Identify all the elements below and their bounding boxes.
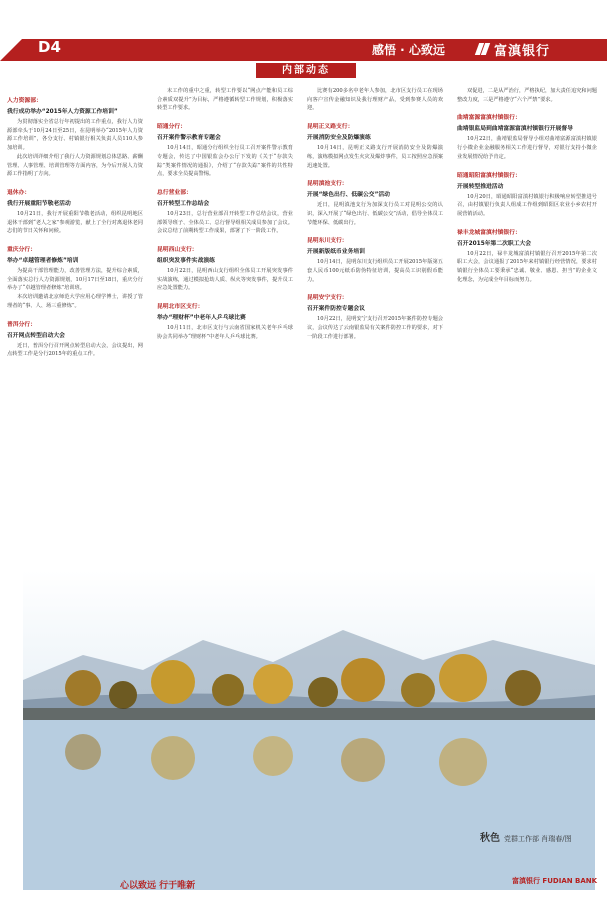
article-headline: 举办“理财杯”中老年人乒乓球比赛 [157,315,246,322]
article-headline: 开展“绿色出行、低碳公交”活动 [307,192,390,199]
article-headline: 开展新版纸币业务培训 [307,249,365,256]
article-paragraph: 10月21日，我行开展重阳节敬老活动，组织昆明地区退休干部到“老人之家”参观游览，献上了全行对离退休老同志们的节日关怀和问候。 [7,210,143,235]
article-paragraph: 本次培训邀请北京师范大学应用心理学博士，讲授了管理者的“事、人、场三重修炼”。 [7,294,143,309]
article-paragraph: 此次培训详细介绍了我行人力资源规划总体思路、薪酬管理、人事管理、培训管理等方面内容，为今后开展人力资源工作指明了方向。 [7,153,143,178]
column-1 [7,87,143,359]
article-headline: 召开2015年第二次职工大会 [457,240,532,247]
bank-logo-text: 富滇银行 [494,43,551,59]
article-paragraph: 双促进，二是从严治行，严格执纪，加大责任追究和问题整改力度，三是严格遵守“六个严禁”要求。 [457,88,597,103]
branch-tag: 普洱分行： [7,321,36,328]
article-paragraph: 10月20日，昭通昭阳富滇村镇银行积极响应转型推进号召，由村镇银行负责人组成工作组到昭阳区农业小乡农村开展营销活动。 [457,193,597,217]
article-paragraph: 为提高干部管理能力，改善管理方法，提升综合素质，全面落实总行人力资源规划，10月17日至18日，重庆分行举办了“卓越管理者修炼”培训班。 [7,268,143,292]
article-headline: 召开案件防控专题会议 [307,306,365,313]
header-notch [0,39,22,61]
photo-credit [480,829,572,844]
article-paragraph: 10月14日，昆明正义路支行开展消防安全及防爆演练，演练模拟网点发生火灾及爆炸事件，员工按照应急预案迅速处置。 [307,145,443,169]
column-3 [307,87,443,342]
branch-tag: 昭通分行： [157,124,186,131]
article-paragraph: 10月23日，总行营业部召开转型工作总结会议，营业部领导班子、全体员工、总行督导组相关成员参加了会议。会议总结了前期转型工作成果，部署了下一阶段工作。 [157,210,293,235]
footer-slogan: 心以致远 行于唯新 [120,881,196,891]
article-headline: 我行开展重阳节敬老活动 [7,200,71,207]
column-4 [457,87,597,284]
article-paragraph: 10月14日，昆明东川支行组织员工开展2015年版第五套人民币100元纸币防伪特征培训，提高员工识别假币能力。 [307,259,443,283]
article-paragraph: 10月11日，北市区支行与云南省国家机关老年乒乓球协会共同举办“理财杯”中老年人乒乓球比赛。 [157,325,293,340]
branch-tag: 总行营业部： [157,189,192,196]
article-paragraph: 近日，昆明滇池支行为加深支行员工对昆明公交的认识，深入开展了“绿色出行、低碳公交”活动，倡导全体员工节能环保、低碳出行。 [307,202,443,226]
article-headline: 召开转型工作总结会 [157,200,210,207]
article-paragraph: 10月22日，昆明西山支行组织全体员工开展突发事件实战演练，通过模拟抢劫人质、纵火等突发事件，提升员工应急处置能力。 [157,268,293,292]
branch-tag: 昆明西山支行： [157,247,198,254]
footer-logo: 富滇银行 FUDIAN BANK [512,877,598,885]
article-paragraph: 为贯彻落实全省总行年初提出的工作重点，我行人力资源部牵头于10月24日至25日，在昆明举办“2015年人力资源工作培训”，各分支行、村镇银行相关负责人员110人参加培训。 [7,119,143,152]
branch-tag: 昆明滇池支行： [307,181,348,188]
article-headline: 组织突发事件实战演练 [157,258,215,265]
article-headline: 召开案件警示教育专题会 [157,135,221,142]
article-headline: 举办“卓越管理者修炼”培训 [7,258,79,265]
article-headline: 召开网点转型启动大会 [7,332,65,339]
bank-logo-icon [476,42,490,56]
photo-credit-text: 党群工作部 肖瑞春/图 [504,835,572,843]
branch-tag: 退休办： [7,189,31,196]
column-2 [157,87,293,342]
branch-tag: 昆明正义路支行： [307,124,354,131]
article-paragraph: 10月22日，禄丰龙城富滇村镇银行召开2015年第二次职工大会，会议通报了2015年来村镇银行经营情况，要求村镇银行全体员工要秉承“忠诚、敬业、感恩、担当”的企业文化理念，为完成全年目标而努力。 [457,250,597,283]
article-headline: 曲靖银监局到曲靖富源富滇村镇银行开展督导 [457,126,573,133]
page-header [0,0,607,74]
branch-tag: 人力资源部： [7,98,42,104]
article-headline: 开展转型推进活动 [457,183,504,190]
bank-logo [476,40,550,58]
page-number: D4 [38,38,61,56]
article-paragraph: 10月14日，昭通分行组织全行员工召开案件警示教育专题会，传达了中国银监会办公厅下发的《关于“存款失踪”类案件情况的通报》，介绍了“存款失踪”案件的共性特点，要求全员提高警惕。 [157,145,293,178]
article-paragraph: 末工作的重中之重，转型工作要以“网点产能和员工综合素质双提升”为目标，严格遵循转型工作规划，积极落实转型工作要求。 [157,88,293,112]
branch-tag: 禄丰龙城富滇村镇银行： [457,229,521,236]
article-headline: 开展消防安全及防爆演练 [307,135,371,142]
photo-title: 秋色 [480,833,500,844]
article-paragraph: 比赛有200多名中老年人参加，北市区支行员工在现场向客户宣传金融知识及我行理财产品，受到参赛人员的欢迎。 [307,88,443,112]
article-paragraph: 10月22日，昆明安宁支行召开2015年案件防控专题会议，会议传达了云南银监局有关案件防控工作的要求，对下一阶段工作进行部署。 [307,316,443,340]
article-headline: 我行成功举办“2015年人力资源工作培训” [7,109,118,115]
branch-tag: 昭通昭阳富滇村镇银行： [457,172,521,179]
section-title: 内部动态 [256,63,356,78]
branch-tag: 昆明北市区支行： [157,304,204,311]
branch-tag: 重庆分行： [7,247,36,254]
branch-tag: 昆明安宁支行： [307,295,348,302]
header-slogan: 感悟 · 心致远 [372,43,445,57]
branch-tag: 昆明东川支行： [307,238,348,245]
branch-tag: 曲靖富源富滇村镇银行： [457,115,521,122]
article-paragraph: 近日，普洱分行召开网点转型启动大会，会议提出，网点转型工作是分行2015年的重点工作。 [7,342,143,358]
article-paragraph: 10月22日，曲靖银监局督导小组对曲靖富源富滇村镇银行小微企业金融服务相关工作进行督导，对银行支持小微企业发展情况给予肯定。 [457,136,597,160]
